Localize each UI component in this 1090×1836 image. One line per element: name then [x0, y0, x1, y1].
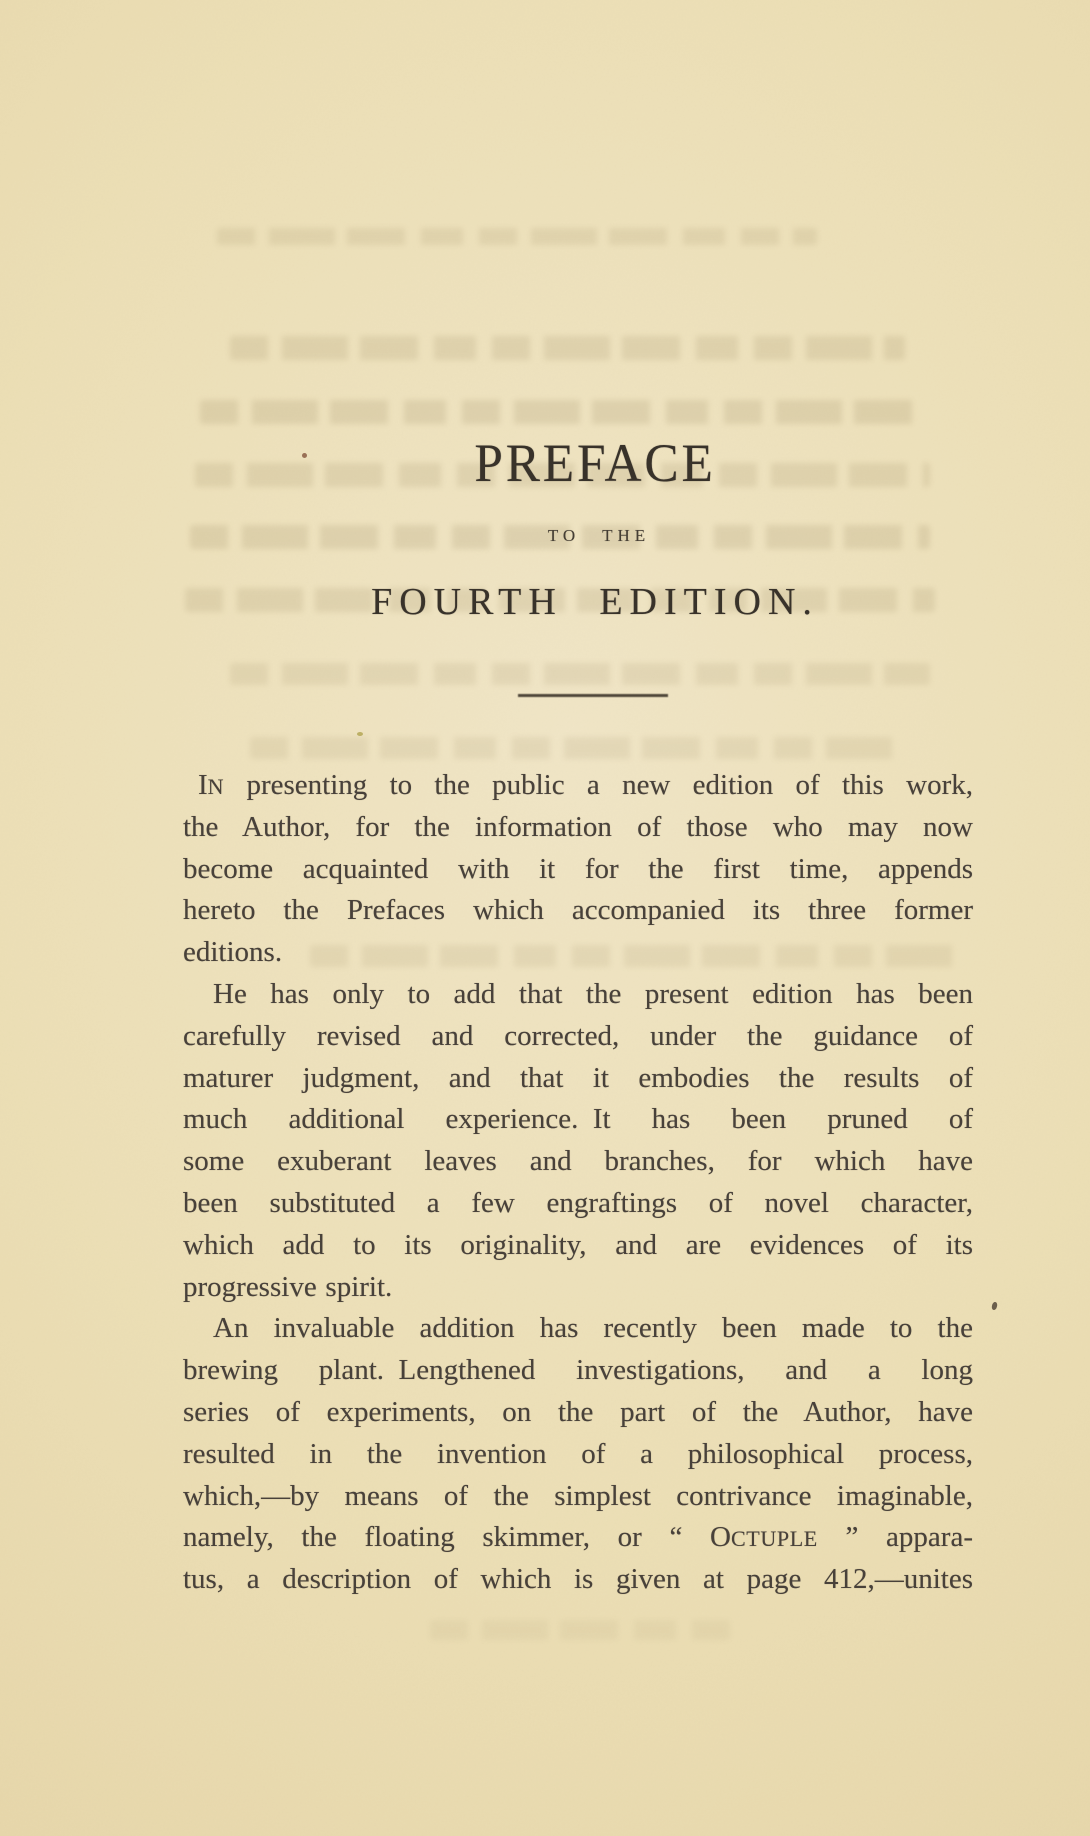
text-line	[183, 1225, 973, 1267]
text-segment: ” appara-	[817, 1521, 973, 1554]
text-line	[183, 1016, 973, 1058]
text-segment: carefully revised and corrected, under the guidance of	[183, 1019, 973, 1052]
text-segment: namely, the floating skimmer, or “ O	[183, 1521, 731, 1554]
text-line	[183, 1517, 973, 1559]
text-line	[183, 890, 973, 932]
text-line	[183, 807, 973, 849]
divider-rule	[518, 694, 668, 697]
preface-title: PREFACE	[474, 433, 716, 493]
text-segment: tus, a description of which is given at page 412,—unites	[183, 1563, 973, 1596]
text-segment: brewing plant. Lengthened investigations, and a long	[183, 1354, 973, 1387]
text-segment: become acquainted with it for the first time, appends	[183, 852, 973, 885]
ghost-line	[250, 737, 900, 759]
ghost-line	[230, 663, 930, 685]
text-line	[183, 849, 973, 891]
text-segment: An invaluable addition has recently been made to the	[213, 1312, 973, 1345]
text-line	[183, 1267, 973, 1309]
text-segment: He has only to add that the present edition has been	[213, 977, 973, 1010]
ghost-line	[230, 336, 905, 360]
text-segment: much additional experience. It has been pruned of	[183, 1103, 973, 1136]
foxing-speck	[357, 732, 363, 736]
text-segment: which add to its originality, and are evidences of its	[183, 1228, 973, 1261]
text-line	[183, 1392, 973, 1434]
text-line	[183, 1559, 973, 1601]
text-segment: series of experiments, on the part of the Author, have	[183, 1395, 973, 1428]
text-segment: which,—by means of the simplest contrivance imaginable,	[183, 1479, 973, 1512]
text-line	[183, 1476, 973, 1518]
small-caps-text: CTUPLE	[730, 1526, 818, 1552]
text-line	[183, 1058, 973, 1100]
text-segment: been substituted a few engraftings of novel character,	[183, 1186, 973, 1219]
text-line	[183, 932, 973, 974]
text-segment: maturer judgment, and that it embodies the results of	[183, 1061, 973, 1094]
text-segment: resulted in the invention of a philosophical process,	[183, 1437, 973, 1470]
preface-subtitle: TO THE	[547, 526, 651, 545]
ghost-line	[430, 1620, 730, 1640]
text-line	[183, 1183, 973, 1225]
text-segment: hereto the Prefaces which accompanied its three former	[183, 894, 973, 927]
text-line	[183, 765, 973, 807]
text-line	[183, 1099, 973, 1141]
text-segment: editions.	[183, 936, 283, 969]
text-line	[183, 1350, 973, 1392]
text-line	[183, 1434, 973, 1476]
ink-speck	[991, 1302, 998, 1311]
text-segment: the Author, for the information of those who may now	[183, 810, 973, 843]
ghost-line	[217, 228, 817, 245]
text-segment: some exuberant leaves and branches, for which have	[183, 1145, 973, 1178]
text-line	[183, 1141, 973, 1183]
small-caps-text: N	[207, 774, 225, 799]
preface-body	[183, 765, 973, 1601]
text-line	[183, 1308, 973, 1350]
text-segment: presenting to the public a new edition of this work,	[224, 769, 973, 801]
ink-speck	[302, 453, 307, 458]
text-line	[183, 974, 973, 1016]
ghost-line	[200, 400, 925, 424]
text-segment: I	[198, 769, 208, 801]
edition-heading: FOURTH EDITION.	[371, 581, 819, 623]
text-segment: progressive spirit.	[183, 1270, 393, 1303]
